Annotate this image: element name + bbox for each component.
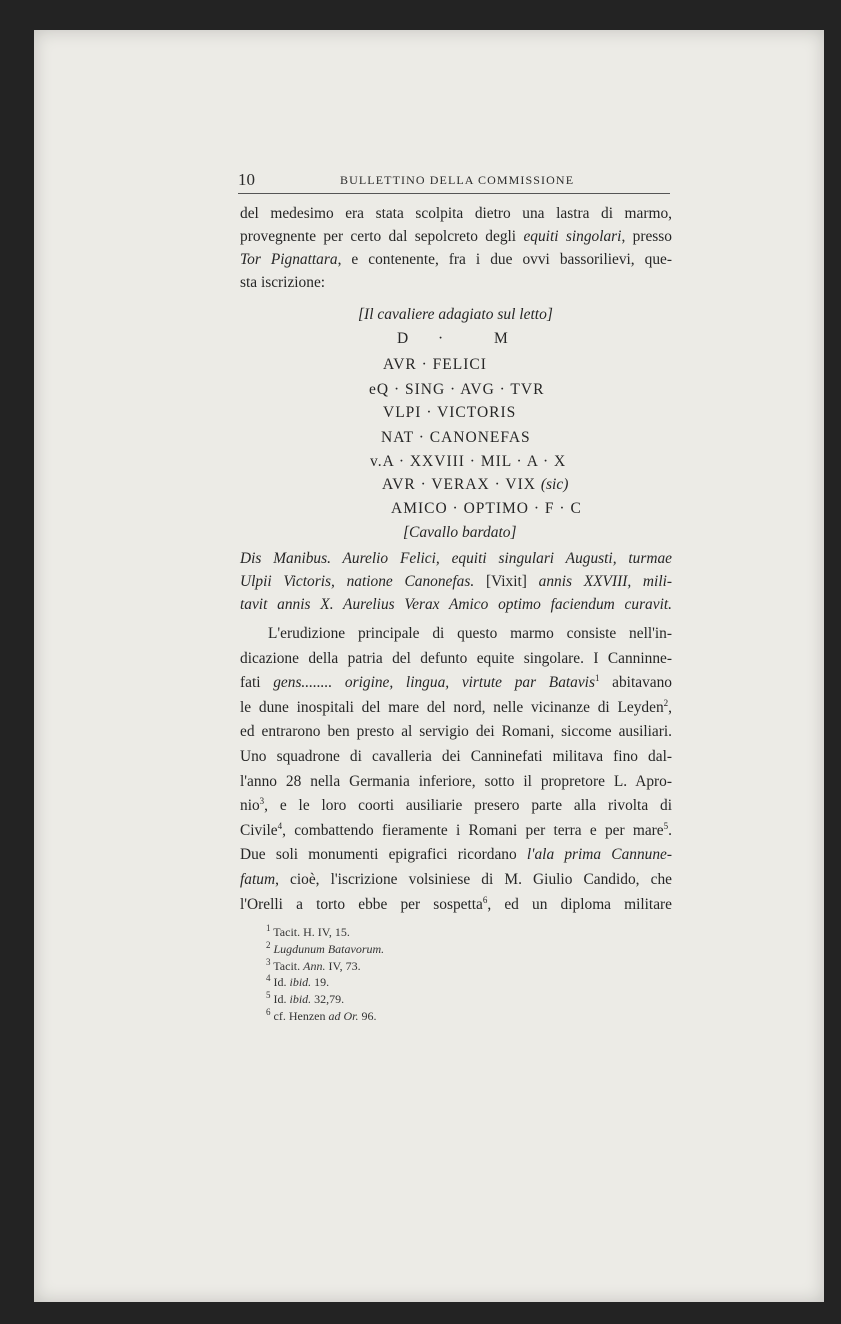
italic-span: gens........ origine, lingua, virtute par Batavis: [273, 674, 595, 692]
text-span: , e le loro coorti ausiliarie presero parte alla rivolta di: [264, 797, 672, 815]
italic-span: Ulpii Victoris, natione Canonefas.: [240, 573, 486, 590]
text-line: [240, 893, 672, 918]
inscription-note-bottom: [Cavallo bardato]: [403, 524, 517, 541]
text-span: , presso: [621, 228, 672, 245]
inscription-separator: ·: [438, 330, 445, 347]
footnote: [266, 974, 384, 991]
italic-span: fatum: [240, 870, 276, 888]
text-span: nio: [240, 797, 260, 815]
italic-term: Tor Pignattara: [240, 251, 338, 268]
header-rule: [238, 193, 670, 194]
text-span: Due soli monumenti epigrafici ricordano: [240, 846, 527, 864]
sic-note: (sic): [540, 476, 569, 493]
footnote-text: Id.: [273, 975, 290, 990]
inscription-line: eQ · SING · AVG · TVR: [369, 381, 545, 398]
footnote-text: 32,79.: [311, 992, 345, 1007]
transcription: [240, 547, 672, 616]
text-span: , combattendo fieramente i Romani per terra e per mare: [282, 821, 664, 839]
inscription-line: [382, 476, 568, 494]
footnote-text: Ann.: [303, 958, 326, 973]
text-line: [240, 819, 672, 844]
inscription-m: M: [494, 330, 509, 347]
inscription-note-top: [Il cavaliere adagiato sul letto]: [358, 306, 553, 323]
text-line: dicazione della patria del defunto equite singolare. I Canninne-: [240, 649, 672, 667]
italic-term: equiti singolari: [523, 228, 622, 245]
inscription-line: AMICO · OPTIMO · F · C: [391, 500, 582, 517]
footnote-ref: 4: [277, 820, 283, 831]
text-span: .: [668, 821, 672, 839]
inscription-line: NAT · CANONEFAS: [381, 429, 531, 446]
footnote-text: 96.: [358, 1008, 377, 1023]
inscription-line: v.A · XXVIII · MIL · A · X: [370, 453, 567, 470]
footnote-ref: 3: [259, 796, 265, 807]
footnotes: [266, 924, 384, 1025]
text-span: , ed un diploma militare: [487, 895, 672, 913]
footnote-text: cf. Henzen: [273, 1008, 329, 1023]
page-number: 10: [238, 170, 255, 189]
text-line: [240, 225, 672, 248]
footnote: [266, 991, 384, 1008]
text-line: Uno squadrone di cavalleria dei Canninefati militava fino dal-: [240, 747, 672, 765]
text-line: ed entrarono ben presto al servigio dei Romani, siccome ausiliari.: [240, 723, 672, 741]
text-line: [240, 868, 672, 893]
text-line: [240, 570, 672, 593]
text-span: [Vixit]: [485, 573, 527, 590]
footnote-text: 19.: [311, 975, 330, 990]
text-span: le dune inospitali del mare del nord, nelle vicinanze di Leyden: [240, 698, 664, 716]
footnote-ref: 2: [663, 697, 669, 708]
footnote-text: Lugdunum Batavorum.: [273, 941, 385, 956]
footnote-text: ibid.: [289, 992, 312, 1007]
text-span: AVR · VERAX · VIX: [382, 476, 536, 493]
inscription-line: VLPI · VICTORIS: [383, 404, 517, 421]
italic-span: l'ala prima Cannune-: [526, 846, 673, 864]
footnote-ref: 6: [482, 894, 488, 905]
italic-span: annis XXVIII, mili-: [526, 573, 673, 590]
footnote-number: 5: [266, 990, 271, 1001]
footnote-text: Tacit. H. IV, 15.: [273, 925, 350, 939]
text-span: ,: [668, 698, 672, 716]
footnote-text: ibid.: [289, 975, 312, 990]
inscription-d: D: [397, 330, 410, 347]
intro-paragraph: [240, 202, 672, 294]
footnote: [266, 1008, 384, 1025]
footnote-ref: 1: [594, 673, 600, 684]
text-line: tavit annis X. Aurelius Verax Amico optimo faciendum curavit.: [240, 596, 672, 613]
text-line: del medesimo era stata scolpita dietro una lastra di marmo,: [240, 205, 672, 222]
footnote-text: ad Or.: [328, 1008, 359, 1023]
text-line: L'erudizione principale di questo marmo consiste nell'in-: [268, 625, 672, 642]
text-line: [240, 248, 672, 271]
text-line: sta iscrizione:: [240, 274, 326, 291]
footnote-text: Tacit.: [273, 958, 304, 973]
footnote: [266, 958, 384, 975]
footnote: [266, 941, 384, 958]
main-paragraph: [240, 622, 672, 917]
footnote-text: IV, 73.: [325, 958, 361, 973]
inscription-line: AVR · FELICI: [383, 356, 487, 373]
footnote-ref: 5: [663, 820, 669, 831]
text-span: , e contenente, fra i due ovvi bassorilievi, que-: [337, 251, 673, 268]
footnote-number: 1: [266, 923, 271, 933]
footnote: [266, 924, 384, 941]
footnote-number: 3: [266, 956, 271, 967]
text-line: [240, 843, 672, 868]
page-header: [238, 170, 670, 190]
text-line: [240, 696, 672, 721]
text-span: abitavano: [599, 674, 672, 692]
footnote-number: 6: [266, 1006, 271, 1017]
running-title: BULLETTINO DELLA COMMISSIONE: [340, 173, 575, 187]
text-span: provegnente per certo dal sepolcreto degli: [240, 228, 524, 245]
footnote-number: 2: [266, 939, 271, 950]
text-span: fati: [240, 674, 274, 692]
text-line: l'anno 28 nella Germania inferiore, sotto il propretore L. Apro-: [240, 772, 672, 790]
text-line: [240, 671, 672, 696]
text-span: Civile: [240, 821, 278, 839]
text-span: l'Orelli a torto ebbe per sospetta: [240, 895, 483, 913]
text-line: Dis Manibus. Aurelio Felici, equiti singulari Augusti, turmae: [240, 550, 672, 567]
text-line: [240, 794, 672, 819]
text-span: , cioè, l'iscrizione volsiniese di M. Giulio Candido, che: [275, 870, 672, 888]
footnote-number: 4: [266, 973, 271, 984]
footnote-text: Id.: [273, 992, 290, 1007]
